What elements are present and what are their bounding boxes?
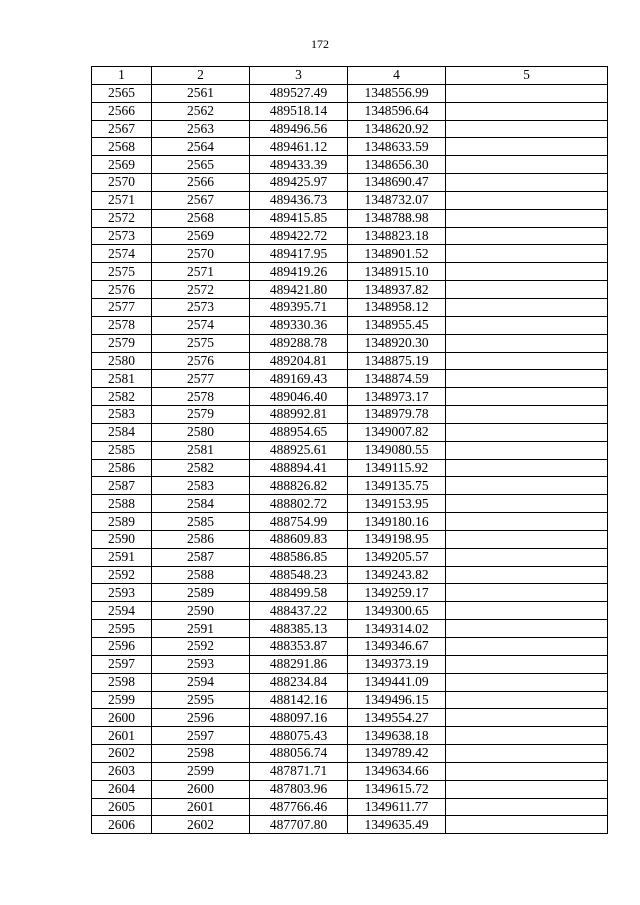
table-cell-col-1: 2578: [92, 316, 152, 334]
header-cell-4: 4: [348, 67, 446, 85]
table-cell-col-3: 489169.43: [250, 370, 348, 388]
table-cell-col-2: 2602: [152, 816, 250, 834]
table-cell-col-5: [446, 780, 608, 798]
table-cell-col-2: 2578: [152, 388, 250, 406]
table-cell-col-4: 1348958.12: [348, 298, 446, 316]
table-row: [92, 530, 608, 548]
table-cell-col-5: [446, 441, 608, 459]
table-cell-col-5: [446, 245, 608, 263]
table-row: [92, 798, 608, 816]
table-cell-col-2: 2577: [152, 370, 250, 388]
table-cell-col-4: 1348955.45: [348, 316, 446, 334]
table-row: [92, 709, 608, 727]
table-cell-col-5: [446, 477, 608, 495]
table-cell-col-4: 1349638.18: [348, 727, 446, 745]
table-cell-col-3: 489461.12: [250, 138, 348, 156]
table-cell-col-2: 2573: [152, 298, 250, 316]
table-cell-col-3: 488826.82: [250, 477, 348, 495]
table-cell-col-5: [446, 673, 608, 691]
table-cell-col-5: [446, 316, 608, 334]
table-row: [92, 638, 608, 656]
table-cell-col-2: 2583: [152, 477, 250, 495]
table-row: [92, 334, 608, 352]
table-cell-col-5: [446, 691, 608, 709]
table-cell-col-5: [446, 120, 608, 138]
table-row: [92, 245, 608, 263]
table-cell-col-3: 488925.61: [250, 441, 348, 459]
table-row: [92, 281, 608, 299]
table-cell-col-1: 2598: [92, 673, 152, 691]
table-row: [92, 316, 608, 334]
table-cell-col-3: 489419.26: [250, 263, 348, 281]
table-cell-col-4: 1348596.64: [348, 102, 446, 120]
table-cell-col-1: 2601: [92, 727, 152, 745]
table-cell-col-1: 2602: [92, 745, 152, 763]
table-row: [92, 477, 608, 495]
table-cell-col-4: 1349441.09: [348, 673, 446, 691]
table-cell-col-5: [446, 566, 608, 584]
table-cell-col-3: 488754.99: [250, 513, 348, 531]
table-cell-col-1: 2600: [92, 709, 152, 727]
table-row: [92, 727, 608, 745]
header-row: [92, 67, 608, 85]
table-row: [92, 548, 608, 566]
table-cell-col-1: 2588: [92, 495, 152, 513]
table-cell-col-4: 1348875.19: [348, 352, 446, 370]
table-cell-col-2: 2587: [152, 548, 250, 566]
header-cell-3: 3: [250, 67, 348, 85]
table-cell-col-4: 1348937.82: [348, 281, 446, 299]
table-cell-col-5: [446, 352, 608, 370]
table-cell-col-2: 2596: [152, 709, 250, 727]
table-cell-col-3: 488894.41: [250, 459, 348, 477]
table-cell-col-3: 489422.72: [250, 227, 348, 245]
table-cell-col-3: 488548.23: [250, 566, 348, 584]
table-cell-col-3: 489433.39: [250, 156, 348, 174]
table-row: [92, 459, 608, 477]
table-cell-col-3: 488056.74: [250, 745, 348, 763]
table-cell-col-1: 2603: [92, 762, 152, 780]
table-cell-col-3: 488992.81: [250, 406, 348, 424]
table-row: [92, 138, 608, 156]
table-cell-col-4: 1349243.82: [348, 566, 446, 584]
table-cell-col-1: 2567: [92, 120, 152, 138]
table-row: [92, 388, 608, 406]
table-cell-col-1: 2577: [92, 298, 152, 316]
table-cell-col-3: 488097.16: [250, 709, 348, 727]
table-cell-col-5: [446, 727, 608, 745]
table-cell-col-2: 2567: [152, 191, 250, 209]
table-cell-col-5: [446, 816, 608, 834]
table-cell-col-4: 1349198.95: [348, 530, 446, 548]
table-cell-col-3: 488291.86: [250, 655, 348, 673]
table-cell-col-4: 1349180.16: [348, 513, 446, 531]
table-cell-col-4: 1349259.17: [348, 584, 446, 602]
table-cell-col-1: 2606: [92, 816, 152, 834]
table-cell-col-5: [446, 388, 608, 406]
table-cell-col-2: 2568: [152, 209, 250, 227]
table-row: [92, 406, 608, 424]
table-cell-col-4: 1349115.92: [348, 459, 446, 477]
table-row: [92, 441, 608, 459]
table-row: [92, 513, 608, 531]
table-row: [92, 298, 608, 316]
table-cell-col-2: 2597: [152, 727, 250, 745]
table-cell-col-4: 1349300.65: [348, 602, 446, 620]
table-cell-col-1: 2568: [92, 138, 152, 156]
table-row: [92, 673, 608, 691]
table-cell-col-1: 2583: [92, 406, 152, 424]
table-cell-col-3: 489425.97: [250, 174, 348, 192]
header-cell-2: 2: [152, 67, 250, 85]
table-cell-col-4: 1348690.47: [348, 174, 446, 192]
table-row: [92, 120, 608, 138]
table-cell-col-5: [446, 655, 608, 673]
table-cell-col-3: 488142.16: [250, 691, 348, 709]
table-cell-col-2: 2565: [152, 156, 250, 174]
table-cell-col-3: 488609.83: [250, 530, 348, 548]
table-cell-col-4: 1348920.30: [348, 334, 446, 352]
table-cell-col-3: 489421.80: [250, 281, 348, 299]
table-cell-col-4: 1348973.17: [348, 388, 446, 406]
table-row: [92, 762, 608, 780]
table-cell-col-3: 487871.71: [250, 762, 348, 780]
table-cell-col-2: 2575: [152, 334, 250, 352]
table-cell-col-3: 488954.65: [250, 423, 348, 441]
table-cell-col-1: 2585: [92, 441, 152, 459]
table-cell-col-4: 1348633.59: [348, 138, 446, 156]
table-cell-col-2: 2601: [152, 798, 250, 816]
table-cell-col-2: 2580: [152, 423, 250, 441]
table-cell-col-3: 488437.22: [250, 602, 348, 620]
table-cell-col-1: 2605: [92, 798, 152, 816]
table-cell-col-3: 489046.40: [250, 388, 348, 406]
table-cell-col-4: 1349635.49: [348, 816, 446, 834]
table-cell-col-4: 1349205.57: [348, 548, 446, 566]
table-cell-col-5: [446, 102, 608, 120]
table-cell-col-2: 2561: [152, 84, 250, 102]
table-cell-col-5: [446, 209, 608, 227]
table-cell-col-3: 488802.72: [250, 495, 348, 513]
table-cell-col-2: 2591: [152, 620, 250, 638]
table-cell-col-2: 2574: [152, 316, 250, 334]
table-cell-col-4: 1349080.55: [348, 441, 446, 459]
table-row: [92, 156, 608, 174]
table-cell-col-2: 2592: [152, 638, 250, 656]
table-cell-col-1: 2593: [92, 584, 152, 602]
table-cell-col-3: 487707.80: [250, 816, 348, 834]
table-cell-col-1: 2591: [92, 548, 152, 566]
table-cell-col-1: 2571: [92, 191, 152, 209]
table-cell-col-1: 2569: [92, 156, 152, 174]
table-cell-col-4: 1349634.66: [348, 762, 446, 780]
table-row: [92, 816, 608, 834]
table-cell-col-2: 2595: [152, 691, 250, 709]
table-cell-col-4: 1348901.52: [348, 245, 446, 263]
table-cell-col-5: [446, 156, 608, 174]
table-row: [92, 655, 608, 673]
table-cell-col-2: 2585: [152, 513, 250, 531]
table-cell-col-4: 1348556.99: [348, 84, 446, 102]
table-cell-col-4: 1348656.30: [348, 156, 446, 174]
table-cell-col-5: [446, 174, 608, 192]
table-cell-col-2: 2584: [152, 495, 250, 513]
table-cell-col-5: [446, 227, 608, 245]
table-cell-col-5: [446, 602, 608, 620]
table-cell-col-4: 1348874.59: [348, 370, 446, 388]
table-cell-col-3: 488499.58: [250, 584, 348, 602]
table-row: [92, 352, 608, 370]
table-cell-col-2: 2600: [152, 780, 250, 798]
table-cell-col-3: 489496.56: [250, 120, 348, 138]
table-cell-col-5: [446, 191, 608, 209]
table-cell-col-3: 489518.14: [250, 102, 348, 120]
table-cell-col-1: 2566: [92, 102, 152, 120]
table-cell-col-1: 2586: [92, 459, 152, 477]
table-cell-col-1: 2595: [92, 620, 152, 638]
table-cell-col-3: 489415.85: [250, 209, 348, 227]
table-cell-col-2: 2588: [152, 566, 250, 584]
table-cell-col-1: 2589: [92, 513, 152, 531]
table-cell-col-4: 1349007.82: [348, 423, 446, 441]
table-cell-col-3: 488385.13: [250, 620, 348, 638]
table-row: [92, 174, 608, 192]
table-cell-col-5: [446, 530, 608, 548]
table-cell-col-2: 2590: [152, 602, 250, 620]
table-row: [92, 602, 608, 620]
table-cell-col-2: 2579: [152, 406, 250, 424]
table-header: [92, 67, 608, 85]
table-cell-col-1: 2580: [92, 352, 152, 370]
table-cell-col-4: 1349135.75: [348, 477, 446, 495]
page-number: 172: [311, 37, 329, 51]
table-cell-col-1: 2592: [92, 566, 152, 584]
table-row: [92, 227, 608, 245]
table-cell-col-2: 2589: [152, 584, 250, 602]
table-cell-col-5: [446, 620, 608, 638]
table-cell-col-3: 489436.73: [250, 191, 348, 209]
table-cell-col-3: 487766.46: [250, 798, 348, 816]
table-cell-col-5: [446, 423, 608, 441]
table-row: [92, 370, 608, 388]
table-cell-col-1: 2565: [92, 84, 152, 102]
table-cell-col-5: [446, 138, 608, 156]
table-cell-col-3: 488586.85: [250, 548, 348, 566]
table-cell-col-1: 2587: [92, 477, 152, 495]
table-row: [92, 102, 608, 120]
table-row: [92, 620, 608, 638]
table-cell-col-4: 1348979.78: [348, 406, 446, 424]
table-cell-col-4: 1348620.92: [348, 120, 446, 138]
table-row: [92, 691, 608, 709]
table-cell-col-4: 1348788.98: [348, 209, 446, 227]
table-row: [92, 84, 608, 102]
table-cell-col-2: 2598: [152, 745, 250, 763]
table-cell-col-2: 2582: [152, 459, 250, 477]
table-cell-col-4: 1349496.15: [348, 691, 446, 709]
table-cell-col-1: 2575: [92, 263, 152, 281]
table-row: [92, 191, 608, 209]
table-cell-col-1: 2590: [92, 530, 152, 548]
table-cell-col-4: 1349789.42: [348, 745, 446, 763]
table-cell-col-4: 1349615.72: [348, 780, 446, 798]
table-cell-col-2: 2593: [152, 655, 250, 673]
table-cell-col-5: [446, 263, 608, 281]
table-row: [92, 780, 608, 798]
table-cell-col-3: 488075.43: [250, 727, 348, 745]
table-row: [92, 209, 608, 227]
table-cell-col-3: 489204.81: [250, 352, 348, 370]
table-cell-col-3: 488234.84: [250, 673, 348, 691]
table-cell-col-5: [446, 638, 608, 656]
table-cell-col-5: [446, 584, 608, 602]
table-cell-col-2: 2570: [152, 245, 250, 263]
coordinates-table: [91, 66, 608, 834]
table-cell-col-5: [446, 798, 608, 816]
table-cell-col-2: 2564: [152, 138, 250, 156]
table-cell-col-5: [446, 459, 608, 477]
table-cell-col-2: 2569: [152, 227, 250, 245]
table-cell-col-5: [446, 762, 608, 780]
table-cell-col-5: [446, 84, 608, 102]
table-cell-col-1: 2573: [92, 227, 152, 245]
table-cell-col-3: 489527.49: [250, 84, 348, 102]
table-cell-col-4: 1348823.18: [348, 227, 446, 245]
table-row: [92, 566, 608, 584]
table-cell-col-1: 2576: [92, 281, 152, 299]
table-cell-col-2: 2572: [152, 281, 250, 299]
table-cell-col-5: [446, 406, 608, 424]
table-cell-col-1: 2594: [92, 602, 152, 620]
header-cell-5: 5: [446, 67, 608, 85]
table-cell-col-2: 2571: [152, 263, 250, 281]
table-cell-col-2: 2586: [152, 530, 250, 548]
table-cell-col-3: 489288.78: [250, 334, 348, 352]
table-cell-col-5: [446, 548, 608, 566]
table-cell-col-4: 1348732.07: [348, 191, 446, 209]
table-cell-col-3: 487803.96: [250, 780, 348, 798]
table-cell-col-1: 2597: [92, 655, 152, 673]
table-cell-col-1: 2604: [92, 780, 152, 798]
table-cell-col-5: [446, 298, 608, 316]
table-cell-col-1: 2582: [92, 388, 152, 406]
table-cell-col-1: 2584: [92, 423, 152, 441]
table-cell-col-5: [446, 513, 608, 531]
table-cell-col-5: [446, 495, 608, 513]
table-cell-col-5: [446, 370, 608, 388]
table-cell-col-1: 2574: [92, 245, 152, 263]
table-cell-col-1: 2572: [92, 209, 152, 227]
table-cell-col-2: 2581: [152, 441, 250, 459]
table-cell-col-5: [446, 281, 608, 299]
table-cell-col-5: [446, 334, 608, 352]
table-cell-col-4: 1349153.95: [348, 495, 446, 513]
table-body: [92, 84, 608, 833]
table-row: [92, 495, 608, 513]
table-cell-col-3: 489330.36: [250, 316, 348, 334]
header-cell-1: 1: [92, 67, 152, 85]
table-cell-col-1: 2596: [92, 638, 152, 656]
table-cell-col-1: 2581: [92, 370, 152, 388]
table-cell-col-4: 1349554.27: [348, 709, 446, 727]
table-cell-col-2: 2594: [152, 673, 250, 691]
table-cell-col-3: 489417.95: [250, 245, 348, 263]
table-cell-col-4: 1349346.67: [348, 638, 446, 656]
table-cell-col-4: 1349314.02: [348, 620, 446, 638]
table-cell-col-2: 2599: [152, 762, 250, 780]
table-cell-col-5: [446, 709, 608, 727]
table-cell-col-4: 1349373.19: [348, 655, 446, 673]
table-cell-col-3: 489395.71: [250, 298, 348, 316]
table-cell-col-1: 2570: [92, 174, 152, 192]
table-row: [92, 423, 608, 441]
table-row: [92, 745, 608, 763]
table-cell-col-1: 2599: [92, 691, 152, 709]
table-cell-col-2: 2563: [152, 120, 250, 138]
table-row: [92, 584, 608, 602]
table-cell-col-2: 2566: [152, 174, 250, 192]
table-cell-col-5: [446, 745, 608, 763]
table-cell-col-2: 2562: [152, 102, 250, 120]
table-cell-col-3: 488353.87: [250, 638, 348, 656]
table-cell-col-1: 2579: [92, 334, 152, 352]
table-cell-col-2: 2576: [152, 352, 250, 370]
table-row: [92, 263, 608, 281]
table-cell-col-4: 1349611.77: [348, 798, 446, 816]
table-cell-col-4: 1348915.10: [348, 263, 446, 281]
